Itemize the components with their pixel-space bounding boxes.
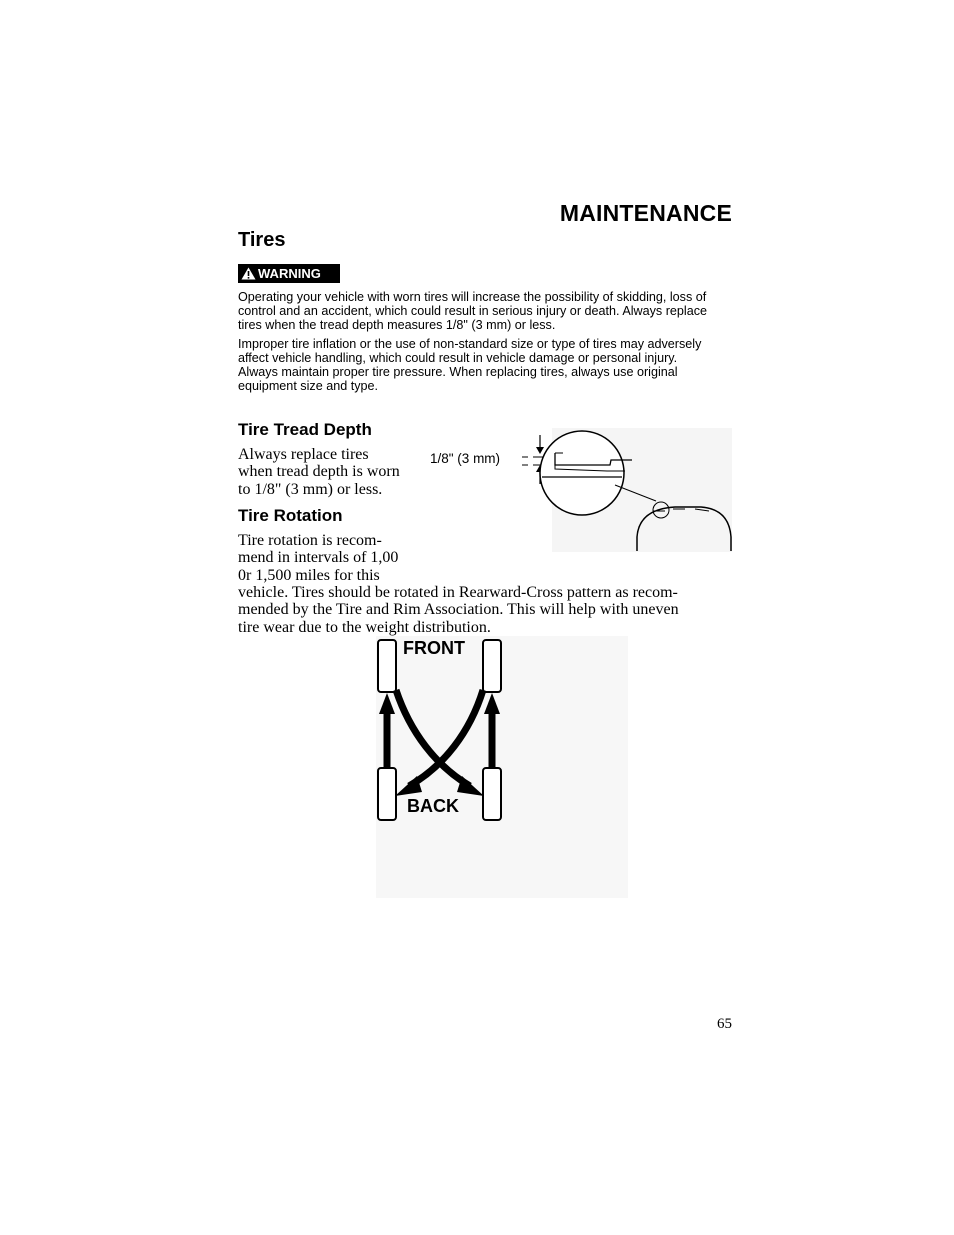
rotation-line: mend in intervals of 1,00 [238,549,399,567]
rotation-line: mended by the Tire and Rim Association. This will help with uneven [238,601,679,619]
rotation-line: Tire rotation is recom- [238,532,382,549]
warning-paragraph-1: Operating your vehicle with worn tires will increase the possibility of skidding, loss of control and an accident, which could result in serious injury or death. Always replace tires when the tread depth measures 1/8" (3 mm) or less. [238,290,708,332]
warning-label: WARNING [258,266,321,281]
rotation-line: tire wear due to the weight distribution. [238,618,491,636]
back-label: BACK [407,796,459,816]
tread-depth-text [238,446,400,498]
rotation-text-narrow [238,532,398,584]
front-label: FRONT [403,638,465,658]
tread-depth-heading: Tire Tread Depth [238,420,372,439]
tread-depth-line: when tread depth is worn [238,463,400,481]
rotation-line: 0r 1,500 miles for this [238,566,380,584]
tread-depth-line: Always replace tires [238,446,369,463]
tread-depth-line: to 1/8" (3 mm) or less. [238,480,383,498]
tires-heading: Tires [238,229,286,251]
warning-triangle-icon [241,267,256,280]
rotation-line: vehicle. Tires should be rotated in Rearward-Cross pattern as recom- [238,584,678,601]
tread-depth-illustration [515,425,740,555]
rotation-diagram [376,636,628,898]
tire-rotation-heading: Tire Rotation [238,506,343,525]
page-number: 65 [717,1016,732,1032]
rotation-text-wide [238,584,718,636]
warning-paragraph-2: Improper tire inflation or the use of non-standard size or type of tires may adversely affect vehicle handling, which could result in vehicle damage or personal injury. Always maintain proper tire pressure. When replacing tires, always use original equipment size and type. [238,337,702,393]
section-title: MAINTENANCE [559,200,732,226]
tread-depth-figure-label: 1/8" (3 mm) [430,451,501,466]
warning-badge [238,264,340,283]
